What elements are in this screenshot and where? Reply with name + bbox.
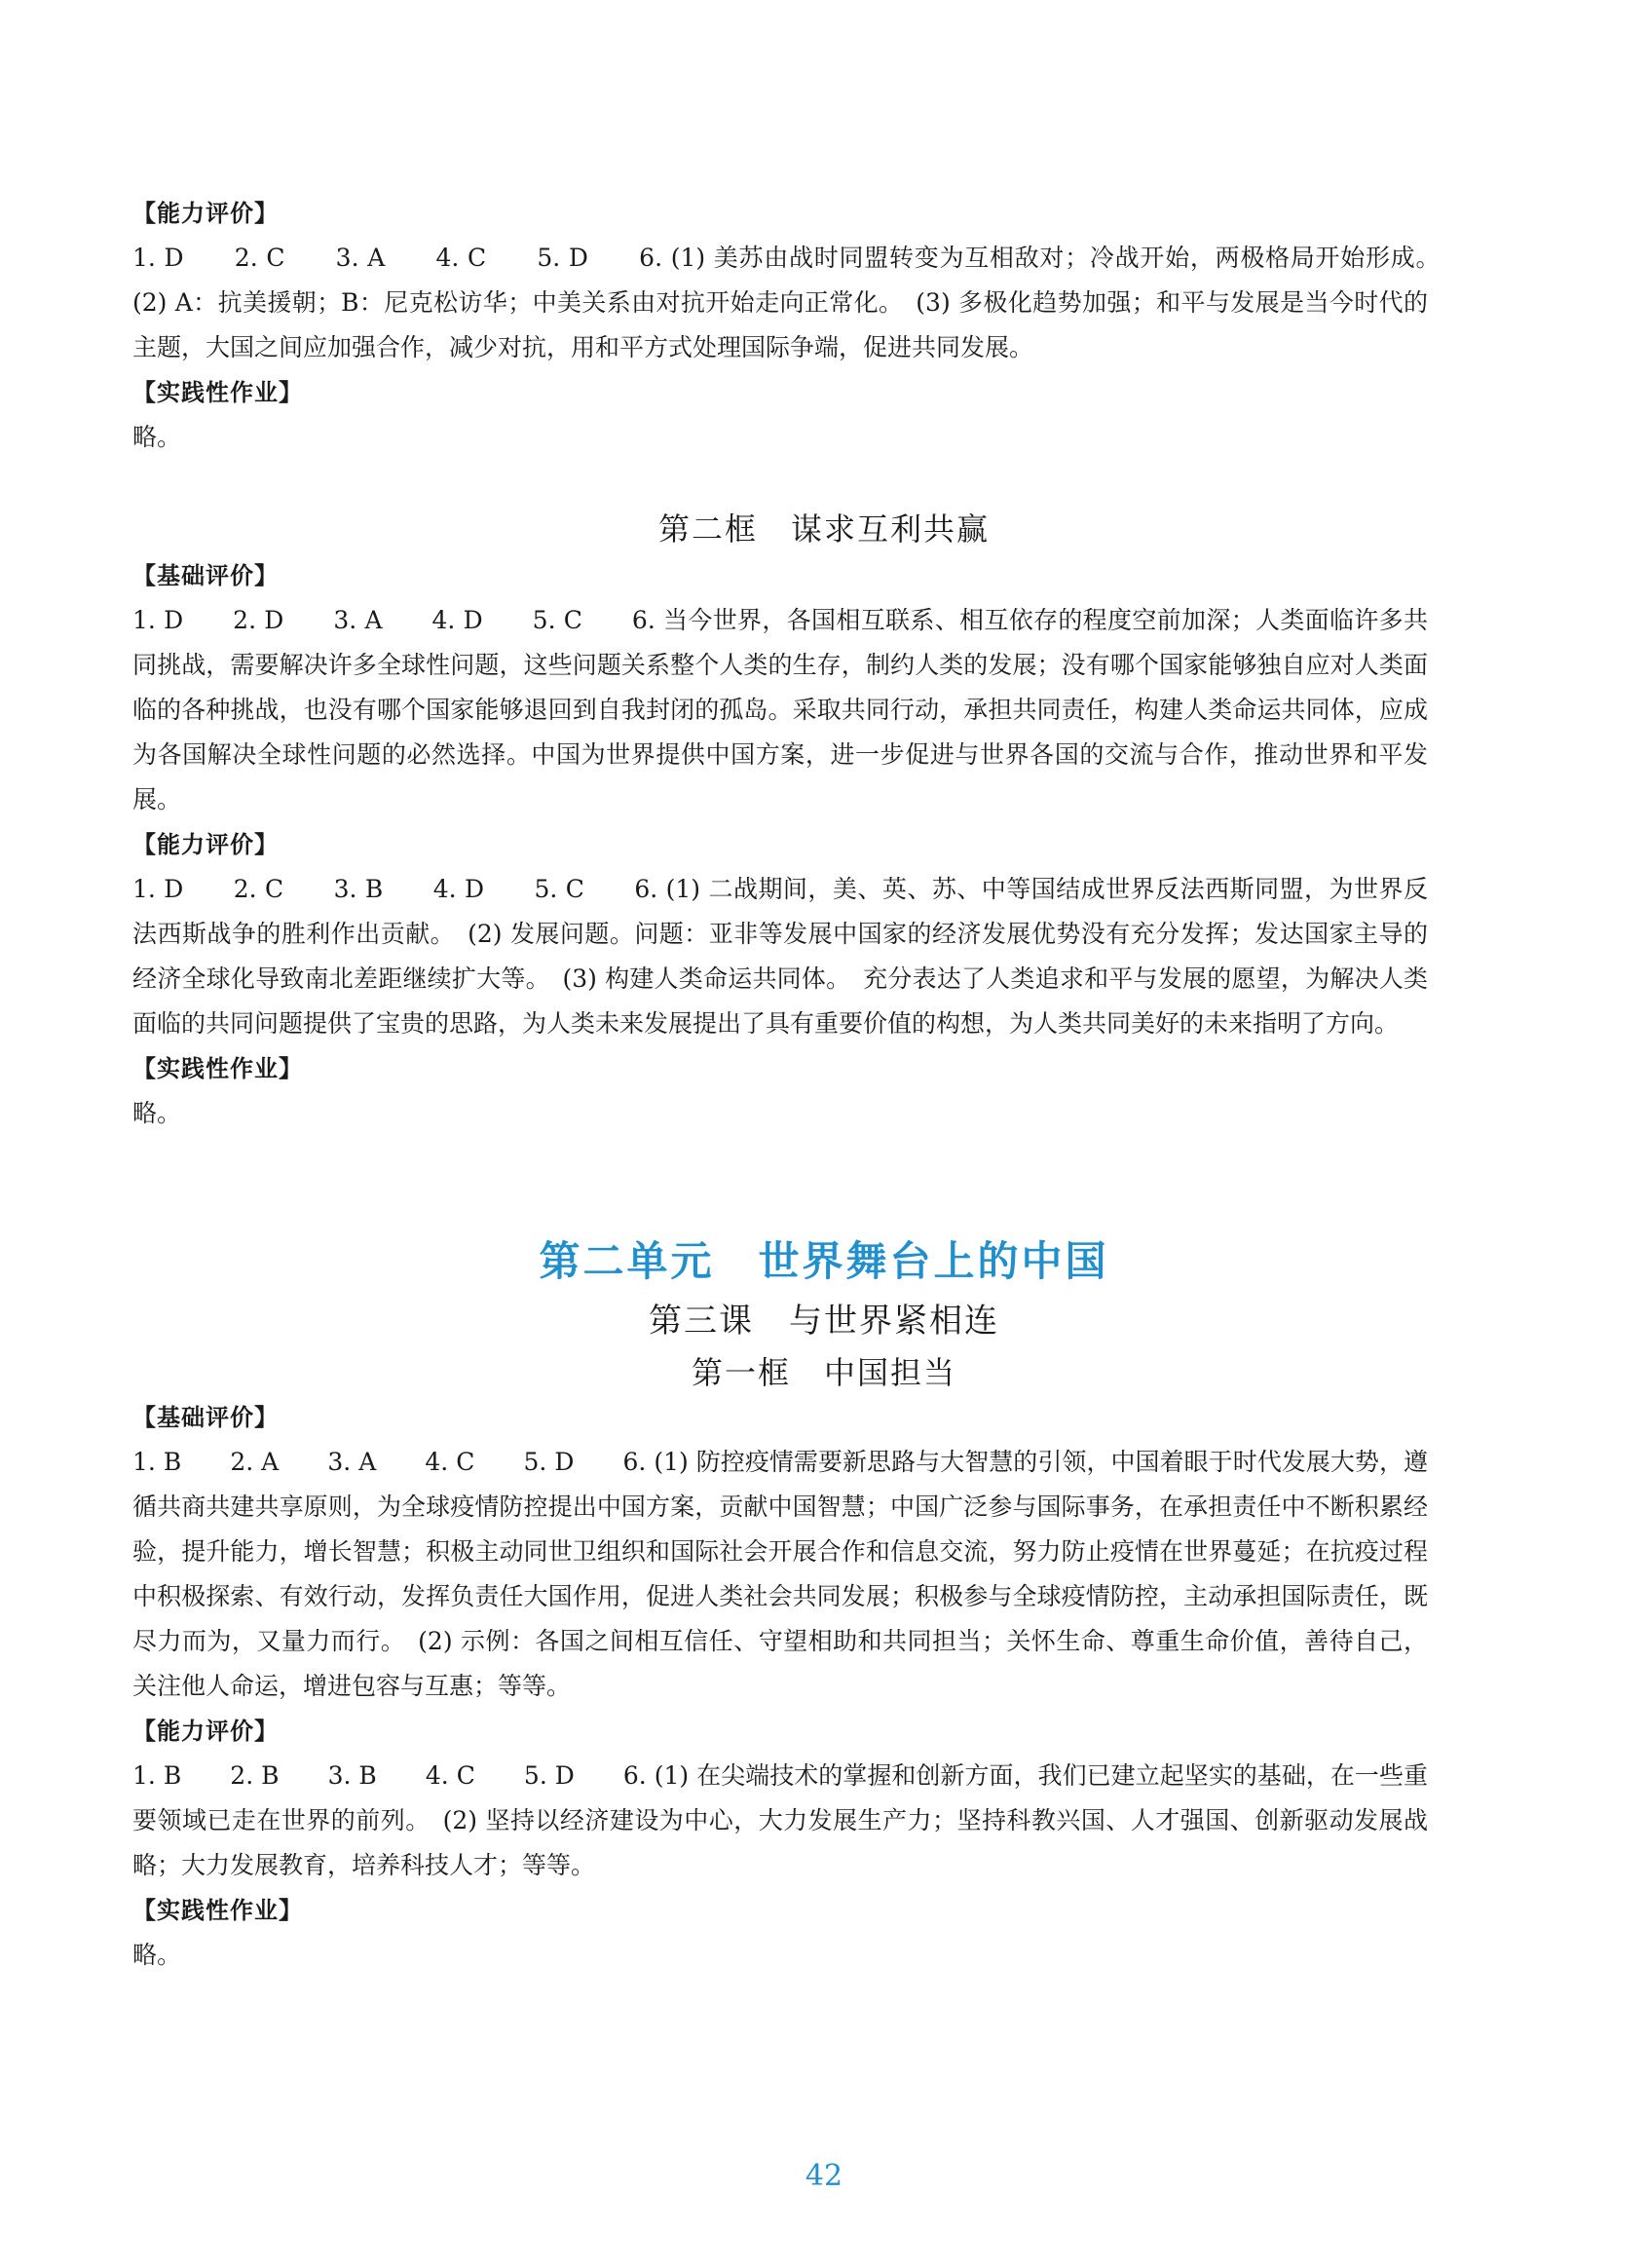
section-2-title: 第二框 谋求互利共赢 [657, 510, 990, 548]
practice-answer: 略。 [132, 1941, 182, 1969]
unit-title: 第二单元 世界舞台上的中国 [539, 1237, 1109, 1285]
practice-answer: 略。 [132, 1099, 182, 1127]
practice-label: 【实践性作业】 [132, 1897, 303, 1924]
basic-answers: 1. D 2. D 3. A 4. D 5. C 6. 当今世界，各国相互联系、相互依存的程度空前加深；人类面临许多共同挑战，需要解决许多全球性问题，这些问题关系整个人类的生存，制约人类的发展；没有哪个国家能够独自应对人类面临的各种挑战，也没有哪个国家能够退回到自我封闭的孤岛。采取共同行动，承担共同责任，构建人类命运共同体，应成为各国解决全球性问题的必然选择。中国为世界提供中国方案，进一步促进与世界各国的交流与合作，推动世界和平发展。 [132, 606, 1428, 813]
basic-label: 【基础评价】 [132, 562, 279, 589]
lesson-title: 第三课 与世界紧相连 [649, 1302, 999, 1341]
ability-label: 【能力评价】 [132, 1718, 279, 1745]
ability-answers: 1. B 2. B 3. B 4. C 5. D 6. (1) 在尖端技术的掌握和创新方面，我们已建立起坚实的基础，在一些重要领域已走在世界的前列。 (2) 坚持以经济建设为中心，大力发展生产力；坚持科教兴国、人才强国、创新驱动发展战略；大力发展教育，培养科技人才；等等。 [132, 1761, 1428, 1879]
practice-label: 【实践性作业】 [132, 1055, 303, 1082]
ability-label: 【能力评价】 [132, 831, 279, 858]
practice-label: 【实践性作业】 [132, 379, 303, 406]
basic-answers: 1. B 2. A 3. A 4. C 5. D 6. (1) 防控疫情需要新思路与大智慧的引领，中国着眼于时代发展大势，遵循共商共建共享原则，为全球疫情防控提出中国方案，贡献中国智慧；中国广泛参与国际事务，在承担责任中不断积累经验，提升能力，增长智慧；积极主动同世卫组织和国际社会开展合作和信息交流，努力防止疫情在世界蔓延；在抗疫过程中积极探索、有效行动，发挥负责任大国作用，促进人类社会共同发展；积极参与全球疫情防控，主动承担国际责任，既尽力而为，又量力而行。 (2) 示例：各国之间相互信任、守望相助和共同担当；关怀生命、尊重生命价值，善待自己，关注他人命运，增进包容与互惠；等等。 [132, 1448, 1428, 1700]
page-number: 42 [805, 2159, 843, 2193]
basic-label: 【基础评价】 [132, 1404, 279, 1431]
ability-answers: 1. D 2. C 3. B 4. D 5. C 6. (1) 二战期间，美、英、苏、中等国结成世界反法西斯同盟，为世界反法西斯战争的胜利作出贡献。 (2) 发展问题。问题：亚非等发展中国家的经济发展优势没有充分发挥；发达国家主导的经济全球化导致南北差距继续扩大等。 (3) 构建人类命运共同体。 充分表达了人类追求和平与发展的愿望，为解决人类面临的共同问题提供了宝贵的思路，为人类未来发展提出了具有重要价值的构想，为人类共同美好的未来指明了方向。 [132, 875, 1428, 1038]
section-3 [132, 1395, 1428, 1978]
section-1 [132, 191, 1453, 460]
practice-answer: 略。 [132, 423, 182, 451]
ability-label: 【能力评价】 [132, 200, 279, 227]
ability-answers: 1. D 2. C 3. A 4. C 5. D 6. (1) 美苏由战时同盟转变为互相敌对；冷战开始，两极格局开始形成。 (2) A：抗美援朝；B：尼克松访华；中美关系由对抗开始走向正常化。 (3) 多极化趋势加强；和平与发展是当今时代的主题，大国之间应加强合作，减少对抗，用和平方式处理国际争端，促进共同发展。 [132, 244, 1453, 361]
frame-title: 第一框 中国担当 [691, 1354, 956, 1391]
section-2 [132, 553, 1428, 1136]
